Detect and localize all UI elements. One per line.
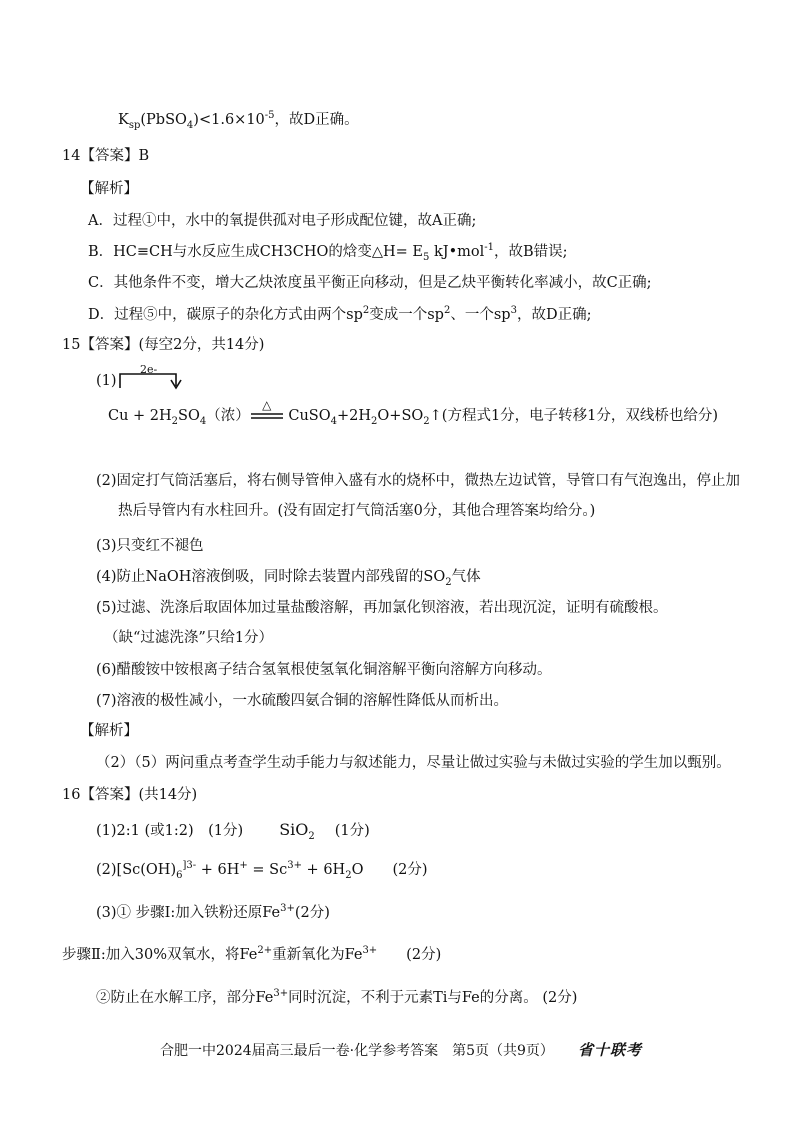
q15-analysis-label: 【解析】 xyxy=(80,723,138,739)
q15-item3: (3)只变红不褪色 xyxy=(96,538,204,554)
heat-symbol: △ xyxy=(262,398,272,412)
q15-item5-note: （缺“过滤洗涤”只给1分） xyxy=(104,630,274,646)
ksp-line: $K_{sp}(PbSO_4)<1.6\times 10^{-5}$，故D正确。 xyxy=(118,110,359,131)
exam-stamp-text: 省十联考 xyxy=(578,1041,643,1059)
q15-equation: $Cu + 2H_2SO_4$（浓） △ $CuSO_4+2H_2O+SO_2↑$(方程式1分，电子转移1分，双线桥也给分) xyxy=(108,398,719,427)
q16-header: 16【答案】(共14分) xyxy=(62,787,198,803)
q15-item2-line2: 热后导管内有水柱回升。(没有固定打气筒活塞0分，其他合理答案均给分。) xyxy=(118,503,596,519)
q16-item1: (1)2:1 (或1:2) (1分) SiO$_2$ (1分) xyxy=(96,820,370,842)
q15-analysis-text: （2）（5）两问重点考查学生动手能力与叙述能力，尽量让做过实验与未做过实验的学生加以甄别。 xyxy=(96,755,731,771)
q15-item4: (4)防止NaOH溶液倒吸，同时除去装置内部残留的$SO_2$气体 xyxy=(96,569,481,588)
q16-item3-step2: 步骤Ⅱ:加入30%双氧水，将$Fe^{2+}$重新氧化为$Fe^{3+}$ (2分) xyxy=(62,945,442,963)
q16-item3-part2: ②防止在水解工序，部分$Fe^{3+}$同时沉淀，不利于元素Ti与Fe的分离。 (2分) xyxy=(96,988,578,1006)
q14-option-a: A．过程①中，水中的氧提供孤对电子形成配位键，故A正确; xyxy=(88,213,477,229)
electron-count-label: 2e- xyxy=(140,363,158,376)
page-footer: 合肥一中2024届高三最后一卷·化学参考答案 第5页（共9页） xyxy=(160,1043,554,1059)
q14-header: 14【答案】B xyxy=(62,148,150,164)
q16-item2: $(2)[Sc(OH)_6^{]3-} + 6H^+ = Sc^{3+} + 6H_2O$ (2分) xyxy=(96,860,428,881)
q15-item5: (5)过滤、洗涤后取固体加过量盐酸溶解，再加氯化钡溶液，若出现沉淀，证明有硫酸根。 xyxy=(96,600,668,616)
q14-analysis-label: 【解析】 xyxy=(80,181,138,197)
q15-item1-label: (1) xyxy=(96,373,117,389)
q16-item3-step1: (3)① 步骤Ⅰ:加入铁粉还原$Fe^{3+}(2$分) xyxy=(96,903,330,921)
q14-option-b: B．HC≡CH与水反应生成CH3CHO的焓变△H= $E_5$ kJ•mol$^{-1}$，故B错误; xyxy=(88,242,568,263)
q15-item7: (7)溶液的极性减小，一水硫酸四氨合铜的溶解性降低从而析出。 xyxy=(96,693,509,709)
q15-item2-line1: (2)固定打气筒活塞后，将右侧导管伸入盛有水的烧杯中，微热左边试管，导管口有气泡逸出，停止加 xyxy=(96,473,741,489)
q15-item6: (6)醋酸铵中铵根离子结合氢氧根使氢氧化铜溶解平衡向溶解方向移动。 xyxy=(96,662,552,678)
q15-header: 15【答案】(每空2分，共14分) xyxy=(62,337,265,353)
q14-option-c: C．其他条件不变，增大乙炔浓度虽平衡正向移动，但是乙炔平衡转化率减小，故C正确; xyxy=(88,275,652,291)
q14-option-d: D．过程⑤中，碳原子的杂化方式由两个$sp^2$变成一个$sp^2$、一个$sp^3$，故D正确; xyxy=(88,305,592,323)
